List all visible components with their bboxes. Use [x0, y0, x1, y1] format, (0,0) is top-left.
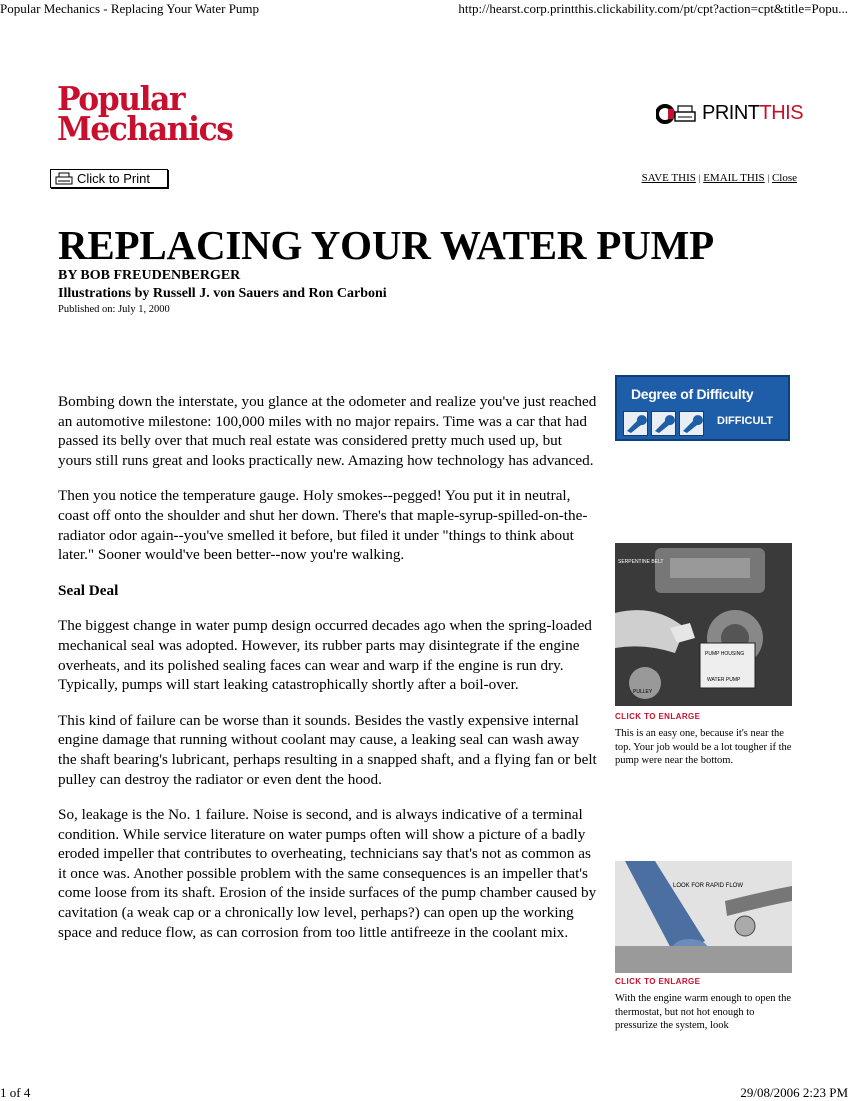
- logo-line1: Popular: [57, 79, 185, 118]
- svg-text:PULLEY: PULLEY: [633, 689, 653, 695]
- logo-line2: Mechanics: [57, 109, 233, 148]
- engine-illustration[interactable]: [615, 543, 792, 706]
- action-links: SAVE THIS | EMAIL THIS | Close: [641, 172, 797, 184]
- article-title: REPLACING YOUR WATER PUMP: [58, 222, 714, 268]
- difficulty-badge: [615, 375, 790, 441]
- article-illustrators: Illustrations by Russell J. von Sauers and Ron Carboni: [58, 286, 387, 301]
- svg-text:LOOK FOR RAPID FLOW: LOOK FOR RAPID FLOW: [673, 883, 744, 889]
- svg-text:SERPENTINE BELT: SERPENTINE BELT: [618, 559, 664, 565]
- printthis-text: PRINTTHIS: [702, 102, 804, 124]
- svg-text:PUMP HOUSING: PUMP HOUSING: [705, 651, 745, 657]
- radiator-illustration-image: [615, 861, 792, 973]
- wrench-icon: [623, 411, 648, 436]
- paragraph: So, leakage is the No. 1 failure. Noise is second, and is always indicative of a terminal condition. While service literature on water pumps often will show a picture of a badly eroded impeller that contributes to overheating, technicians say that's not as common as it once was. Another possible problem with the same consequences is an impeller that's come loose from its shaft. Erosion of the inside surfaces of the pump chamber caused by cavitation (a weak cap or a chronically low level, perhaps?) can open up the working space and reduce flow, as can corrosion from too little antifreeze in the coolant mix.: [58, 806, 597, 941]
- paragraph: The biggest change in water pump design occurred decades ago when the spring-loaded mechanical seal was adopted. However, its rubber parts may disintegrate if the engine overheats, and its polished sealing faces can wear and warp if the engine is run dry. Typically, pumps will start leaking catastrophically shortly after a boil-over.: [58, 617, 592, 694]
- printthis-logo: [656, 102, 803, 125]
- click-to-print-label: Click to Print: [77, 171, 150, 186]
- section-heading: Seal Deal: [58, 581, 119, 599]
- article-byline: BY BOB FREUDENBERGER: [58, 268, 241, 283]
- printer-icon: [55, 172, 73, 186]
- difficulty-level: DIFFICULT: [717, 415, 774, 427]
- close-link[interactable]: Close: [771, 172, 797, 184]
- difficulty-title: Degree of Difficulty: [631, 386, 754, 402]
- article-published-date: Published on: July 1, 2000: [58, 304, 170, 315]
- paragraph: This kind of failure can be worse than it sounds. Besides the vastly expensive internal engine damage that running without coolant may cause, a leaking seal can wash away the shaft bearing's lubricant, perhaps resulting in a snapped shaft, and a flying fan or belt pulley can destroy the radiator or even dent the hood.: [58, 711, 597, 788]
- browser-page-title: Popular Mechanics - Replacing Your Water Pump: [0, 1, 260, 16]
- print-datetime: 29/08/2006 2:23 PM: [740, 1085, 848, 1100]
- click-to-print-button[interactable]: [50, 169, 168, 188]
- svg-text:WATER PUMP: WATER PUMP: [707, 677, 741, 683]
- figure-caption: With the engine warm enough to open the thermostat, but not hot enough to pressurize the system, look: [615, 993, 791, 1031]
- popular-mechanics-logo[interactable]: [57, 79, 242, 148]
- difficulty-icons: [623, 411, 704, 436]
- paragraph: Bombing down the interstate, you glance at the odometer and realize you've just reached an automotive milestone: 100,000 miles with no major repairs. Time was a car that had passed its belly over that much real estate was considered pretty much used up, but yours still runs great and looks practically new. Amazing how technology has advanced.: [58, 393, 597, 469]
- paragraph: Then you notice the temperature gauge. Holy smokes--pegged! You put it in neutral, coast off onto the shoulder and shut her down. There's that maple-syrup-spilled-on-the-radiator odor again--you've smelled it before, but filed it under "things to think about later." Sooner would've been better--now you're walking.: [58, 487, 588, 564]
- click-to-enlarge-link[interactable]: CLICK TO ENLARGE: [615, 712, 701, 721]
- email-this-link[interactable]: EMAIL THIS: [703, 172, 765, 184]
- page-number: 1 of 4: [0, 1085, 31, 1100]
- save-this-link[interactable]: SAVE THIS: [641, 172, 696, 184]
- wrench-icon: [679, 411, 704, 436]
- article-body: [58, 392, 598, 958]
- wrench-icon: [651, 411, 676, 436]
- printer-c-icon: [656, 103, 700, 125]
- browser-url: http://hearst.corp.printthis.clickability.com/pt/cpt?action=cpt&title=Popu...: [458, 1, 848, 16]
- figure-caption: This is an easy one, because it's near the top. Your job would be a lot tougher if the pump were near the bottom.: [615, 728, 792, 766]
- click-to-enlarge-link[interactable]: CLICK TO ENLARGE: [615, 977, 701, 986]
- engine-illustration-image: [615, 543, 792, 706]
- radiator-illustration[interactable]: [615, 861, 792, 973]
